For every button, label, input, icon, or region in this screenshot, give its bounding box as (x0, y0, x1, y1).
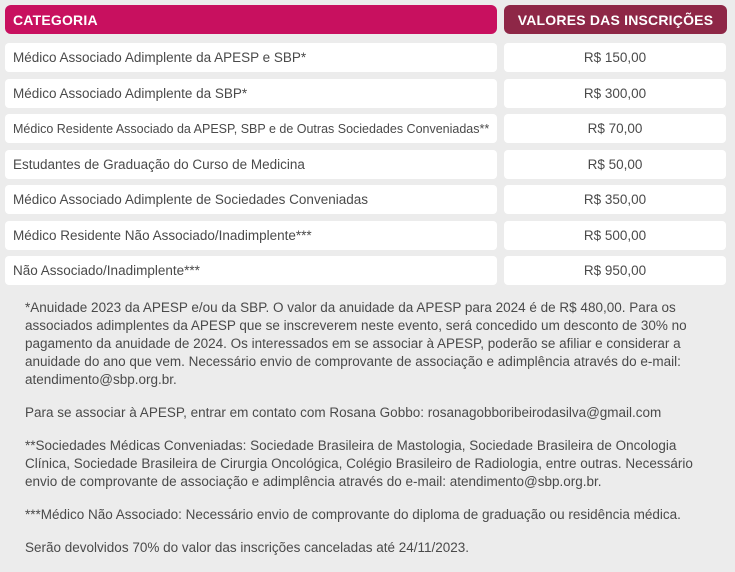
table-row (5, 79, 735, 108)
values-header: VALORES DAS INSCRIÇÕES (504, 5, 727, 34)
category-cell: Médico Associado Adimplente da SBP* (5, 79, 497, 108)
note-nao-associado: ***Médico Não Associado: Necessário envio de comprovante do diploma de graduação ou residência médica. (25, 507, 681, 522)
value-cell: R$ 500,00 (504, 221, 726, 250)
note-devolucao: Serão devolvidos 70% do valor das inscrições canceladas até 24/11/2023. (25, 540, 470, 555)
table-row (5, 114, 735, 143)
category-cell: Médico Residente Associado da APESP, SBP e de Outras Sociedades Conveniadas** (5, 114, 497, 143)
table-row (5, 185, 735, 214)
footnotes (25, 299, 715, 572)
note-sociedades: **Sociedades Médicas Conveniadas: Sociedade Brasileira de Mastologia, Sociedade Brasileira de Oncologia Clínica, Sociedade Brasileira de Cirurgia Oncológica, Colégio Brasileiro de Radiologia, entre outras. Necessário envio de comprovante de associação e adimplência através do e-mail: atendimento@sbp.org.br. (25, 438, 693, 489)
price-table (5, 43, 735, 292)
table-row (5, 150, 735, 179)
value-cell: R$ 150,00 (504, 43, 726, 72)
value-cell: R$ 70,00 (504, 114, 726, 143)
table-row (5, 221, 735, 250)
value-cell: R$ 50,00 (504, 150, 726, 179)
table-header (5, 5, 727, 34)
category-cell: Estudantes de Graduação do Curso de Medicina (5, 150, 497, 179)
note-contato: Para se associar à APESP, entrar em contato com Rosana Gobbo: rosanagobboribeirodasilva@gmail.com (25, 405, 662, 420)
note-anuidade: *Anuidade 2023 da APESP e/ou da SBP. O valor da anuidade da APESP para 2024 é de R$ 480,00. Para os associados adimplentes da APESP que se inscreverem neste evento, será concedido um desconto de 30% no pagamento da anuidade de 2024. Os interessados em se associar à APESP, poderão se afiliar e considerar a anuidade do ano que vem. Necessário envio de comprovante de associação e adimplência através do e-mail: atendimento@sbp.org.br. (25, 300, 687, 387)
category-cell: Médico Associado Adimplente de Sociedades Conveniadas (5, 185, 497, 214)
category-cell: Não Associado/Inadimplente*** (5, 256, 497, 285)
category-cell: Médico Residente Não Associado/Inadimplente*** (5, 221, 497, 250)
category-cell: Médico Associado Adimplente da APESP e SBP* (5, 43, 497, 72)
value-cell: R$ 350,00 (504, 185, 726, 214)
table-row (5, 43, 735, 72)
category-header: CATEGORIA (5, 5, 497, 34)
table-row (5, 256, 735, 285)
value-cell: R$ 950,00 (504, 256, 726, 285)
value-cell: R$ 300,00 (504, 79, 726, 108)
